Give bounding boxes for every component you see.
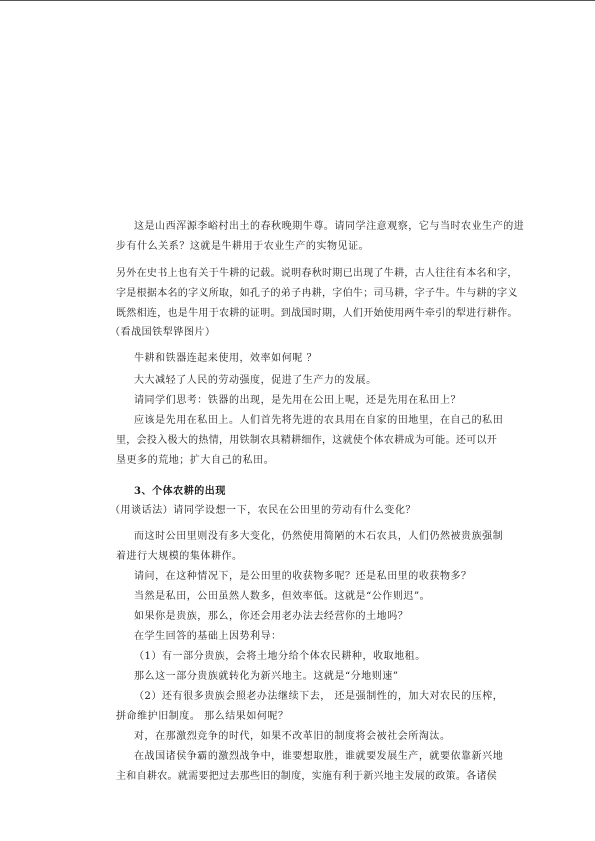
section-heading: 3、个体农耕的出现 bbox=[134, 486, 226, 497]
text-line: 在战国诸侯争霸的激烈战争中，谁要想取胜，谁就要发展生产，就要依靠新兴地 bbox=[134, 751, 504, 762]
text-line: 对，在那激烈竞争的时代，如果不改革旧的制度将会被社会所淘汰。 bbox=[134, 731, 451, 742]
text-line: 着进行大规模的集体耕作。 bbox=[116, 551, 243, 562]
text-line: 当然是私田，公田虽然人数多，但效率低。这就是“公作则迟”。 bbox=[134, 591, 431, 602]
text-line: 那么这一部分贵族就转化为新兴地主。这就是“分地则速” bbox=[134, 671, 399, 682]
text-line: 这是山西浑源李峪村出土的春秋晚期牛尊。请同学注意观察，它与当时农业生产的进 bbox=[134, 221, 525, 232]
text-line: 拼命维护旧制度。 那么结果如何呢？ bbox=[116, 711, 289, 722]
text-line: （2）还有很多贵族会照老办法继续下去， 还是强制性的，加大对农民的压榨， bbox=[134, 691, 504, 702]
text-line: 请同学们思考：铁器的出现，是先用在公田上呢，还是先用在私田上？ bbox=[134, 395, 462, 406]
text-line: 牛耕和铁器连起来使用，效率如何呢 ？ bbox=[134, 353, 318, 364]
text-line: 应该是先用在私田上。人们首先将先进的农具用在自家的田地里，在自己的私田 bbox=[134, 415, 504, 426]
text-line: （1）有一部分贵族，会将土地分给个体农民耕种，收取地租。 bbox=[134, 651, 426, 662]
text-line: （看战国铁犁铧图片） bbox=[110, 327, 216, 338]
text-line: 而这时公田里则没有多大变化，仍然使用简陋的木石农具，人们仍然被贵族强制 bbox=[134, 531, 504, 542]
text-line: 请问，在这种情况下，是公田里的收获物多呢？还是私田里的收获物多？ bbox=[134, 571, 472, 582]
text-line: 主和自耕农。就需要把过去那些旧的制度，实施有利于新兴地主发展的政策。各诸侯 bbox=[116, 771, 498, 782]
text-line: 步有什么关系？这就是牛耕用于农业生产的实物见证。 bbox=[116, 241, 370, 252]
text-line: 里，会投入极大的热情，用铁制农具精耕细作，这就使个体农耕成为可能。还可以开 bbox=[116, 435, 498, 446]
text-line: 字是根据本名的字义所取，如孔子的弟子冉耕，字伯牛；司马耕，字子牛。牛与耕的字义 bbox=[116, 288, 518, 299]
text-line: 大大减轻了人民的劳动强度，促进了生产力的发展。 bbox=[134, 375, 377, 386]
text-line: 垦更多的荒地；扩大自己的私田。 bbox=[116, 455, 275, 466]
text-line: 另外在史书上也有关于牛耕的记载。说明春秋时期已出现了牛耕，古人往往有本名和字， bbox=[116, 268, 518, 279]
text-line: 在学生回答的基础上因势利导： bbox=[134, 631, 282, 642]
text-line: （用谈话法）请同学设想一下，农民在公田里的劳动有什么变化？ bbox=[110, 505, 416, 516]
text-line: 既然相连，也是牛用于农耕的证明。到战国时期，人们开始使用两牛牵引的犁进行耕作。 bbox=[116, 308, 518, 319]
text-line: 如果你是贵族，那么，你还会用老办法去经营你的土地吗？ bbox=[134, 611, 409, 622]
